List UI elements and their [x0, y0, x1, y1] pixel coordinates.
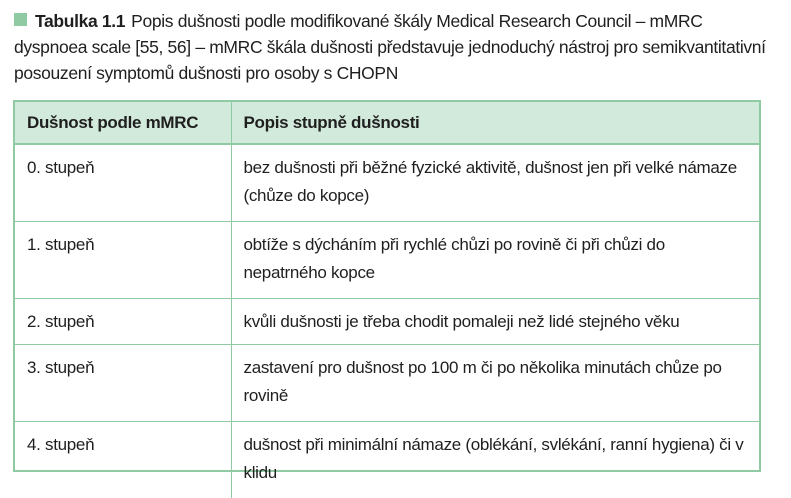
description-cell: obtíže s dýcháním při rychlé chůzi po rovině či při chůzi do nepatrného kopce: [231, 222, 759, 299]
grade-cell: 0. stupeň: [15, 144, 231, 222]
caption-label: Tabulka 1.1: [35, 11, 125, 31]
column-header-description: Popis stupně dušnosti: [231, 102, 759, 144]
table-body: [15, 144, 759, 498]
description-cell: zastavení pro dušnost po 100 m či po několika minutách chůze po rovině: [231, 345, 759, 422]
description-cell: bez dušnosti při běžné fyzické aktivitě, dušnost jen při velké námaze (chůze do kopce): [231, 144, 759, 222]
table-row: [15, 222, 759, 299]
mmrc-table: [15, 102, 759, 498]
column-header-grade: Dušnost podle mMRC: [15, 102, 231, 144]
table-row: [15, 345, 759, 422]
caption-square-icon: [14, 13, 27, 26]
description-cell: dušnost při minimální námaze (oblékání, svlékání, ranní hygiena) či v klidu: [231, 422, 759, 498]
table-header: [15, 102, 759, 144]
grade-cell: 2. stupeň: [15, 299, 231, 345]
table-caption: [14, 8, 774, 86]
grade-cell: 4. stupeň: [15, 422, 231, 498]
table-row: [15, 422, 759, 498]
table-row: [15, 144, 759, 222]
table-row: [15, 299, 759, 345]
description-cell: kvůli dušnosti je třeba chodit pomaleji než lidé stejného věku: [231, 299, 759, 345]
caption-text: Popis dušnosti podle modifikované škály Medical Research Council – mMRC dyspnoea scale [55, 56] – mMRC škála dušnosti představuje jednoduchý nástroj pro semikvantitativní posouzení symptomů dušnosti pro osoby s CHOPN: [14, 11, 766, 83]
grade-cell: 1. stupeň: [15, 222, 231, 299]
table-header-row: [15, 102, 759, 144]
mmrc-table-container: [13, 100, 761, 472]
grade-cell: 3. stupeň: [15, 345, 231, 422]
